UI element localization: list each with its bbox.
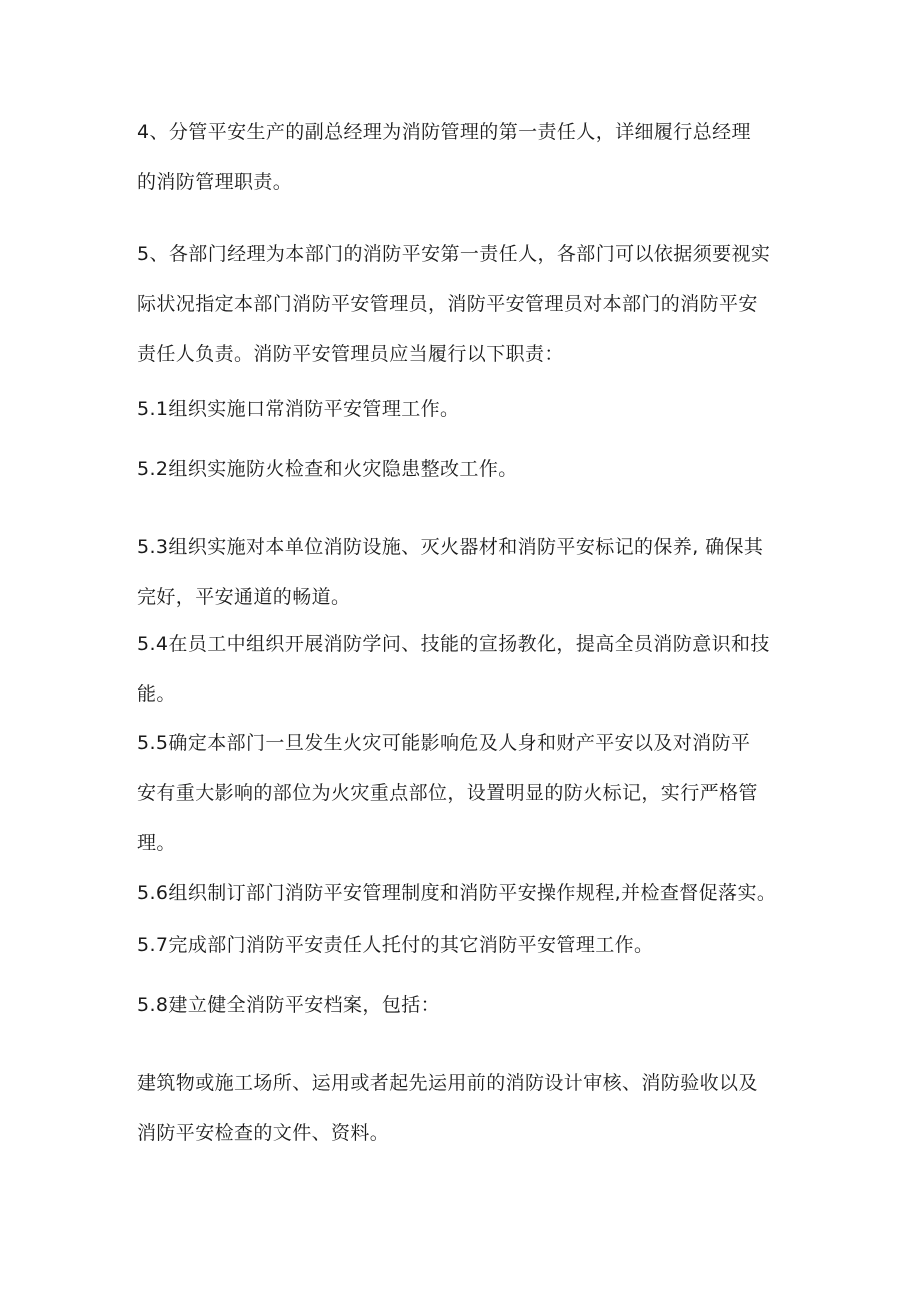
paragraph-item-5-2: 5.2组织实施防火检查和火灾隐患整改工作。 <box>137 458 518 480</box>
paragraph-item-5-5: 5.5确定本部门一旦发生火灾可能影响危及人身和财产平安以及对消防平 安有重大影响的部位为火灾重点部位，设置明显的防火标记，实行严格管 理。 <box>137 732 758 854</box>
paragraph-item-5-1: 5.1组织实施口常消防平安管理工作。 <box>137 398 460 420</box>
paragraph-item-5-3: 5.3组织实施对本单位消防设施、灭火器材和消防平安标记的保养, 确保其 完好，平安通道的畅道。 <box>137 536 764 608</box>
paragraph-item-5: 5、各部门经理为本部门的消防平安第一责任人，各部门可以依据须要视实 际状况指定本部门消防平安管理员，消防平安管理员对本部门的消防平安 责任人负责。消防平安管理员应当履行以下职责： <box>137 243 771 365</box>
paragraph-archive-contents: 建筑物或施工场所、运用或者起先运用前的消防设计审核、消防验收以及 消防平安检查的文件、资料。 <box>137 1072 758 1144</box>
paragraph-item-4: 4、分管平安生产的副总经理为消防管理的第一责任人，详细履行总经理 的消防管理职责。 <box>137 121 751 193</box>
paragraph-item-5-4: 5.4在员工中组织开展消防学问、技能的宣扬教化，提高全员消防意识和技 能。 <box>137 633 770 705</box>
paragraph-item-5-6: 5.6组织制订部门消防平安管理制度和消防平安操作规程,并检查督促落实。 <box>137 882 777 904</box>
paragraph-item-5-8: 5.8建立健全消防平安档案，包括： <box>137 994 441 1016</box>
paragraph-item-5-7: 5.7完成部门消防平安责任人托付的其它消防平安管理工作。 <box>137 934 654 956</box>
